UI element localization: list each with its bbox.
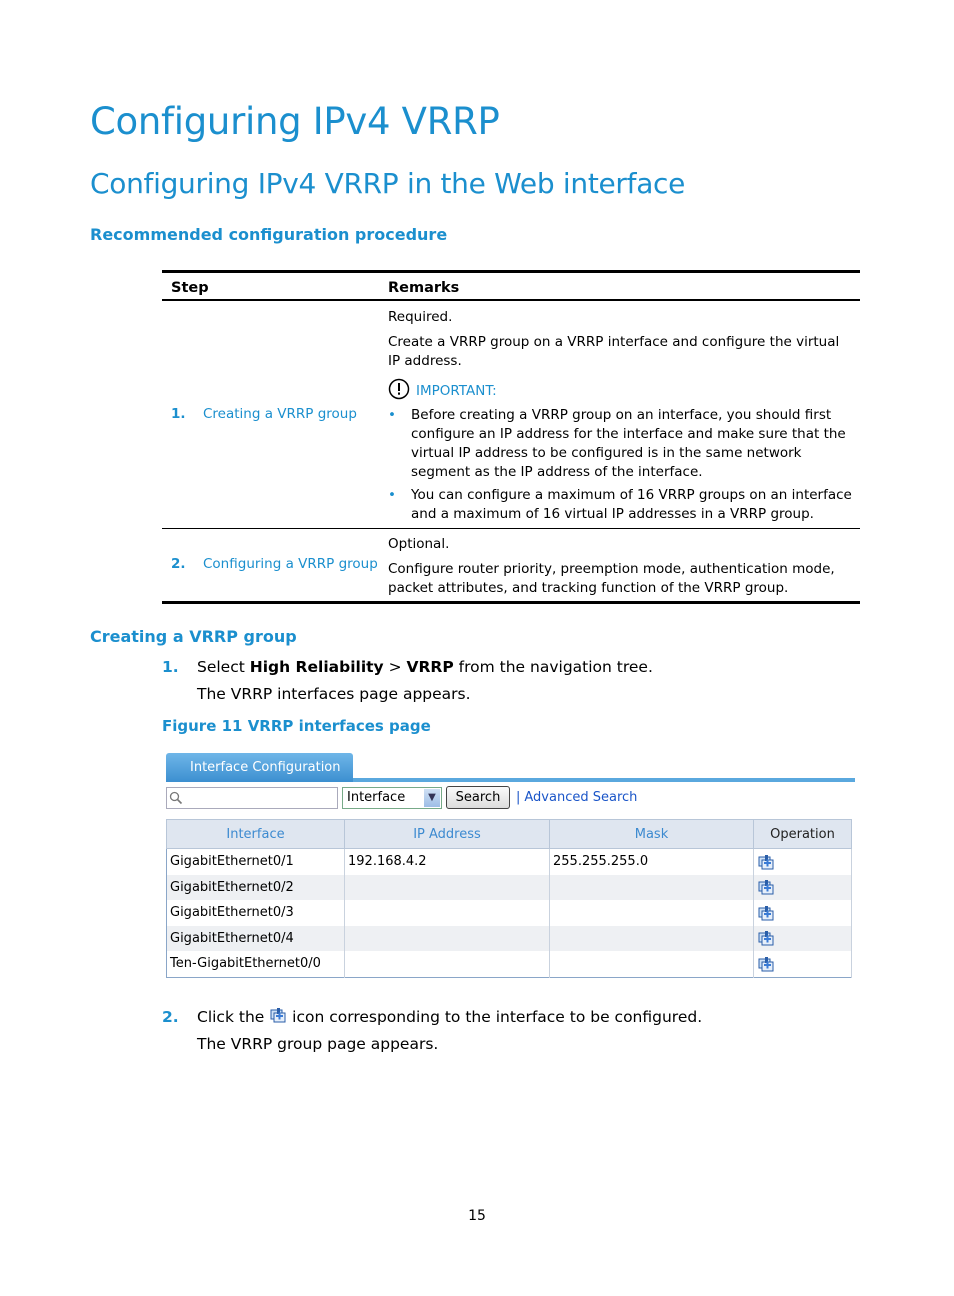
cell-interface: GigabitEthernet0/2: [167, 875, 345, 901]
configure-icon[interactable]: [757, 956, 775, 972]
search-icon: [169, 791, 183, 805]
step1-sep: >: [383, 658, 407, 676]
cell-mask: [550, 900, 754, 926]
search-field-select[interactable]: [342, 787, 442, 809]
step1-menu-vrrp: VRRP: [406, 658, 454, 676]
configure-icon[interactable]: [757, 930, 775, 946]
cell-interface: GigabitEthernet0/1: [167, 849, 345, 875]
step2-line: [162, 1007, 702, 1026]
table-top-rule: [162, 270, 860, 273]
table-row: [167, 900, 852, 926]
subsection-heading-procedure: Recommended configuration procedure: [90, 225, 448, 244]
step1-number: 1.: [162, 658, 179, 676]
advanced-search-link[interactable]: Advanced Search: [524, 790, 638, 805]
configure-icon: [269, 1007, 287, 1023]
table-row: [167, 951, 852, 977]
step2-result: The VRRP group page appears.: [197, 1035, 439, 1053]
row2-description: Configure router priority, preemption mode, authentication mode, packet attributes, and tracking function of the VRRP group.: [388, 561, 835, 596]
interfaces-table: [166, 819, 852, 978]
row1-number: 1.: [171, 406, 186, 422]
step1-post: from the navigation tree.: [453, 658, 653, 676]
chevron-down-icon[interactable]: ▼: [424, 789, 440, 807]
tab-interface-configuration[interactable]: Interface Configuration: [166, 753, 353, 782]
col-header-operation: Operation: [754, 820, 852, 849]
col-header-mask[interactable]: Mask: [550, 820, 754, 849]
bullet-icon: •: [388, 487, 396, 503]
table-row-divider: [162, 528, 860, 529]
step1-result: The VRRP interfaces page appears.: [197, 685, 471, 703]
table-row: [167, 926, 852, 952]
page-number: 15: [468, 1208, 486, 1224]
cell-interface: Ten-GigabitEthernet0/0: [167, 951, 345, 977]
search-input[interactable]: [166, 787, 338, 809]
step2-number: 2.: [162, 1008, 179, 1026]
table-row: [167, 875, 852, 901]
row1-required: Required.: [388, 309, 453, 325]
col-header-ip-address[interactable]: IP Address: [345, 820, 550, 849]
bullet-icon: •: [388, 407, 396, 423]
step1-line: [162, 658, 653, 676]
step1-pre: Select: [197, 658, 250, 676]
step1-menu-high-reliability: High Reliability: [249, 658, 384, 676]
important-icon: [388, 378, 410, 400]
row2-number: 2.: [171, 556, 186, 572]
cell-ip: 192.168.4.2: [345, 849, 550, 875]
configure-icon[interactable]: [757, 905, 775, 921]
search-button[interactable]: Search: [446, 786, 510, 809]
row2-step-link[interactable]: Configuring a VRRP group: [203, 556, 378, 572]
figure-caption: Figure 11 VRRP interfaces page: [162, 717, 431, 735]
cell-interface: GigabitEthernet0/3: [167, 900, 345, 926]
advanced-search-area: | Advanced Search: [516, 790, 638, 805]
row1-step-link[interactable]: Creating a VRRP group: [203, 406, 357, 422]
row1-bullet2: You can configure a maximum of 16 VRRP groups on an interface and a maximum of 16 virtual IP addresses in a VRRP group.: [411, 487, 852, 522]
page-title: Configuring IPv4 VRRP: [90, 100, 500, 143]
cell-ip: [345, 900, 550, 926]
cell-mask: [550, 875, 754, 901]
table-bottom-rule: [162, 601, 860, 604]
step2-post: icon corresponding to the interface to be configured.: [287, 1008, 703, 1026]
section-title: Configuring IPv4 VRRP in the Web interface: [90, 167, 686, 200]
cell-ip: [345, 951, 550, 977]
row1-description: Create a VRRP group on a VRRP interface and configure the virtual IP address.: [388, 334, 840, 369]
table-header-step: Step: [171, 280, 209, 296]
important-label: IMPORTANT:: [416, 383, 497, 399]
subsection-heading-create: Creating a VRRP group: [90, 627, 297, 646]
cell-mask: [550, 926, 754, 952]
configure-icon[interactable]: [757, 879, 775, 895]
table-row: [167, 849, 852, 875]
col-header-interface[interactable]: Interface: [167, 820, 345, 849]
row1-bullet1: Before creating a VRRP group on an interface, you should first configure an IP address for the interface and make sure that the virtual IP address to be configured is in the same network segment as the IP address of the interface.: [411, 407, 846, 480]
row2-optional: Optional.: [388, 536, 450, 552]
step2-pre: Click the: [197, 1008, 270, 1026]
cell-mask: 255.255.255.0: [550, 849, 754, 875]
cell-ip: [345, 875, 550, 901]
cell-mask: [550, 951, 754, 977]
select-value: Interface: [347, 790, 406, 805]
configure-icon[interactable]: [757, 854, 775, 870]
vrrp-interfaces-screenshot: [162, 745, 858, 981]
table-header-remarks: Remarks: [388, 280, 460, 296]
cell-interface: GigabitEthernet0/4: [167, 926, 345, 952]
cell-ip: [345, 926, 550, 952]
table-header-rule: [162, 299, 860, 301]
